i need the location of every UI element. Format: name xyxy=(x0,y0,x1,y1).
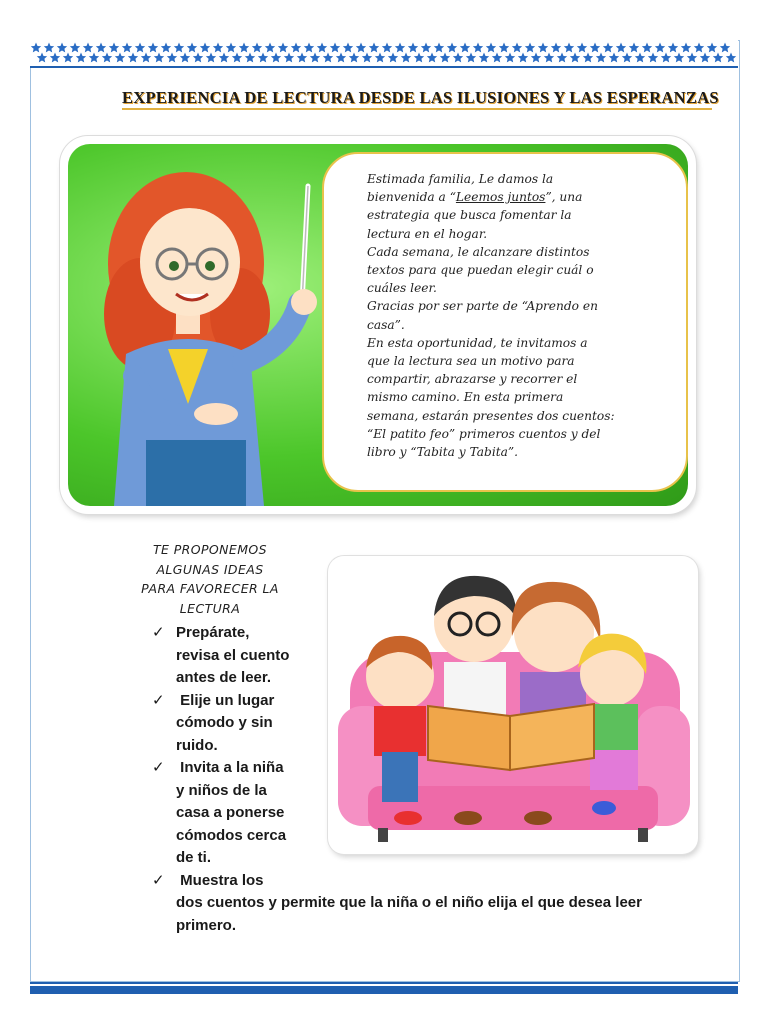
star-pattern xyxy=(30,40,738,66)
list-item-line: Elije un lugar xyxy=(176,691,275,709)
star-icon xyxy=(473,43,483,53)
star-icon xyxy=(278,43,288,53)
star-icon xyxy=(336,53,346,63)
star-icon xyxy=(187,43,197,53)
star-icon xyxy=(375,53,385,63)
star-icon xyxy=(128,53,138,63)
letter-line: libro y “Tabita y Tabita”. xyxy=(367,445,518,460)
letter-line: Gracias por ser parte de “Aprendo en xyxy=(367,299,598,314)
list-item-line: y niños de la xyxy=(176,781,267,799)
checkmark-icon: ✓ xyxy=(152,871,165,889)
list-item-line: Invita a la niña xyxy=(176,759,284,776)
star-icon xyxy=(148,43,158,53)
star-icon xyxy=(434,43,444,53)
star-icon xyxy=(726,53,736,63)
star-icon xyxy=(531,53,541,63)
letter-line: Estimada familia, Le damos la xyxy=(367,172,554,186)
star-icon xyxy=(297,53,307,63)
star-icon xyxy=(655,43,665,53)
list-item-line: dos cuentos y permite que la niña o el niño elija el que desea leer xyxy=(176,894,642,911)
star-border-top xyxy=(30,40,738,68)
family-illustration xyxy=(328,556,698,854)
star-icon xyxy=(687,53,697,63)
star-icon xyxy=(109,43,119,53)
star-icon xyxy=(284,53,294,63)
star-icon xyxy=(115,53,125,63)
checkmark-icon: ✓ xyxy=(152,759,165,776)
star-icon xyxy=(401,53,411,63)
star-icon xyxy=(590,43,600,53)
star-icon xyxy=(161,43,171,53)
list-item-line: cómodo y sin xyxy=(176,714,273,731)
star-icon xyxy=(577,43,587,53)
list-item-line: casa a ponerse xyxy=(176,804,285,821)
letter-line: textos para que puedan elegir cuál o xyxy=(367,263,594,278)
letter-line: casa”. xyxy=(367,317,405,332)
star-icon xyxy=(648,53,658,63)
star-icon xyxy=(44,43,54,53)
list-item-line: de ti. xyxy=(176,849,212,866)
list-item xyxy=(152,622,304,690)
star-icon xyxy=(622,53,632,63)
letter-line: En esta oportunidad, te invitamos a xyxy=(367,335,588,350)
star-icon xyxy=(668,43,678,53)
star-icon xyxy=(258,53,268,63)
list-item xyxy=(152,757,304,870)
star-icon xyxy=(304,43,314,53)
letter-line: semana, estarán presentes dos cuentos: xyxy=(367,408,615,423)
letter-line: “El patito feo” primeros cuentos y del xyxy=(367,426,601,441)
star-icon xyxy=(661,53,671,63)
star-icon xyxy=(382,43,392,53)
star-icon xyxy=(447,43,457,53)
star-icon xyxy=(245,53,255,63)
star-icon xyxy=(167,53,177,63)
star-icon xyxy=(564,43,574,53)
star-icon xyxy=(219,53,229,63)
star-icon xyxy=(583,53,593,63)
star-icon xyxy=(317,43,327,53)
star-icon xyxy=(518,53,528,63)
star-icon xyxy=(232,53,242,63)
list-item-line: Muestra los xyxy=(176,871,264,889)
star-icon xyxy=(291,43,301,53)
star-icon xyxy=(642,43,652,53)
ideas-heading-line: PARA FAVORECER LA xyxy=(141,581,279,596)
star-icon xyxy=(102,53,112,63)
star-icon xyxy=(174,43,184,53)
star-icon xyxy=(31,43,41,53)
letter-line: compartir, abrazarse y recorrer el xyxy=(367,372,578,387)
star-icon xyxy=(700,53,710,63)
star-icon xyxy=(544,53,554,63)
star-icon xyxy=(616,43,626,53)
star-icon xyxy=(135,43,145,53)
star-icon xyxy=(395,43,405,53)
star-icon xyxy=(83,43,93,53)
checkmark-icon: ✓ xyxy=(152,691,165,709)
star-icon xyxy=(538,43,548,53)
star-icon xyxy=(720,43,730,53)
ideas-heading xyxy=(118,540,302,618)
list-item-line: ruido. xyxy=(176,736,218,754)
star-icon xyxy=(408,43,418,53)
star-icon xyxy=(76,53,86,63)
star-icon xyxy=(713,53,723,63)
star-icon xyxy=(596,53,606,63)
letter-line: mismo camino. En esta primera xyxy=(367,390,564,405)
list-item-line: revisa el cuento xyxy=(176,646,290,664)
star-icon xyxy=(486,43,496,53)
star-icon xyxy=(505,53,515,63)
star-icon xyxy=(694,43,704,53)
star-icon xyxy=(557,53,567,63)
star-icon xyxy=(122,43,132,53)
star-icon xyxy=(271,53,281,63)
list-item-line: antes de leer. xyxy=(176,669,272,686)
star-icon xyxy=(512,43,522,53)
star-icon xyxy=(57,43,67,53)
star-icon xyxy=(180,53,190,63)
star-icon xyxy=(343,43,353,53)
star-icon xyxy=(570,53,580,63)
list-item-line: Prepárate, xyxy=(176,624,250,641)
star-icon xyxy=(609,53,619,63)
star-icon xyxy=(193,53,203,63)
star-icon xyxy=(141,53,151,63)
star-icon xyxy=(330,43,340,53)
welcome-letter xyxy=(367,170,667,461)
star-icon xyxy=(265,43,275,53)
bottom-border-thick xyxy=(30,986,738,994)
star-icon xyxy=(310,53,320,63)
star-icon xyxy=(551,43,561,53)
star-icon xyxy=(200,43,210,53)
star-icon xyxy=(362,53,372,63)
star-icon xyxy=(388,53,398,63)
letter-line: estrategia que busca fomentar la xyxy=(367,208,572,223)
list-item xyxy=(152,870,712,938)
star-icon xyxy=(681,43,691,53)
star-icon xyxy=(499,43,509,53)
star-icon xyxy=(421,43,431,53)
list-item xyxy=(152,690,304,758)
list-item-line: cómodos cerca xyxy=(176,826,287,844)
star-icon xyxy=(674,53,684,63)
star-icon xyxy=(453,53,463,63)
star-icon xyxy=(89,53,99,63)
title-underline xyxy=(122,108,712,110)
star-icon xyxy=(323,53,333,63)
star-icon xyxy=(349,53,359,63)
letter-line: que la lectura sea un motivo para xyxy=(367,354,575,369)
star-icon xyxy=(492,53,502,63)
star-icon xyxy=(479,53,489,63)
star-icon xyxy=(440,53,450,63)
letter-line: cuáles leer. xyxy=(367,281,437,296)
letter-line: Cada semana, le alcanzare distintos xyxy=(367,244,590,259)
star-icon xyxy=(414,53,424,63)
star-icon xyxy=(213,43,223,53)
star-icon xyxy=(427,53,437,63)
page-title: EXPERIENCIA DE LECTURA DESDE LAS ILUSIONES Y LAS ESPERANZAS xyxy=(122,88,719,107)
star-icon xyxy=(70,43,80,53)
star-icon xyxy=(460,43,470,53)
star-icon xyxy=(629,43,639,53)
star-icon xyxy=(96,43,106,53)
star-icon xyxy=(239,43,249,53)
star-icon xyxy=(37,53,47,63)
ideas-heading-line: ALGUNAS IDEAS xyxy=(156,561,264,577)
star-icon xyxy=(356,43,366,53)
star-icon xyxy=(369,43,379,53)
star-icon xyxy=(707,43,717,53)
program-name: Leemos juntos xyxy=(455,190,546,205)
star-icon xyxy=(226,43,236,53)
letter-line: lectura en el hogar. xyxy=(367,226,488,241)
star-icon xyxy=(603,43,613,53)
star-icon xyxy=(252,43,262,53)
family-reading-image xyxy=(328,556,698,854)
star-icon xyxy=(525,43,535,53)
bottom-border-thin xyxy=(30,982,738,984)
star-icon xyxy=(466,53,476,63)
star-icon xyxy=(154,53,164,63)
letter-line: bienvenida a “Leemos juntos”, una xyxy=(367,190,583,205)
ideas-heading-line: TE PROPONEMOS xyxy=(153,542,267,557)
ideas-heading-line: LECTURA xyxy=(179,600,241,616)
star-icon xyxy=(63,53,73,63)
star-icon xyxy=(206,53,216,63)
checkmark-icon: ✓ xyxy=(152,624,165,641)
list-item-line: primero. xyxy=(176,916,237,934)
star-icon xyxy=(635,53,645,63)
star-icon xyxy=(50,53,60,63)
